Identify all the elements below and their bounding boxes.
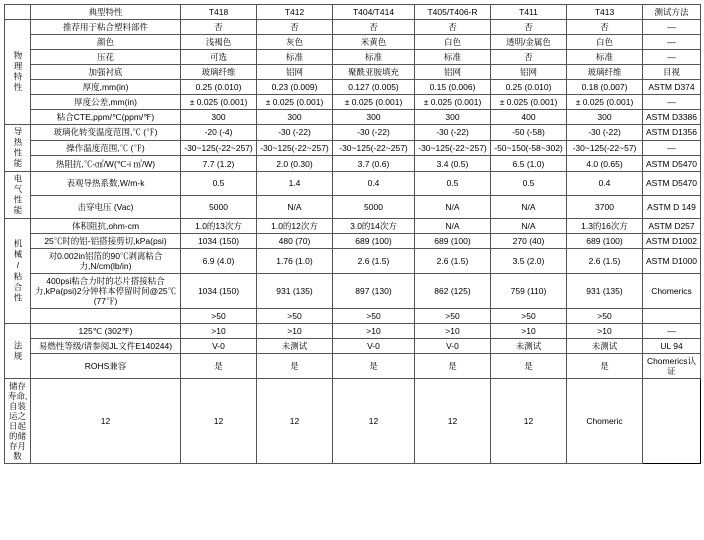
- cell-value: ± 0.025 (0.001): [257, 95, 333, 110]
- test-method: ASTM D3386: [643, 110, 701, 125]
- table-row: [5, 35, 701, 50]
- property-label: ROHS兼容: [31, 354, 181, 379]
- column-header: T412: [257, 5, 333, 20]
- cell-value: >10: [181, 324, 257, 339]
- column-header: T418: [181, 5, 257, 20]
- table-row: [5, 249, 701, 274]
- cell-value: 否: [491, 50, 567, 65]
- table-row: [5, 80, 701, 95]
- cell-value: 862 (125): [415, 274, 491, 309]
- property-label: 储存寿命,自装运之日起的储存月数: [5, 379, 31, 464]
- cell-value: 是: [333, 354, 415, 379]
- cell-value: 透明/金属色: [491, 35, 567, 50]
- cell-value: 玻璃纤维: [181, 65, 257, 80]
- cell-value: 否: [567, 20, 643, 35]
- cell-value: 6.9 (4.0): [181, 249, 257, 274]
- cell-value: 7.7 (1.2): [181, 156, 257, 172]
- cell-value: 白色: [415, 35, 491, 50]
- table-row: [5, 156, 701, 172]
- cell-value: ± 0.025 (0.001): [181, 95, 257, 110]
- property-label: 加强衬底: [31, 65, 181, 80]
- cell-value: ± 0.025 (0.001): [333, 95, 415, 110]
- cell-value: 白色: [567, 35, 643, 50]
- cell-value: 1.76 (1.0): [257, 249, 333, 274]
- row-group-label-text: 机械/粘合性: [12, 238, 23, 304]
- test-method: UL 94: [643, 339, 701, 354]
- cell-value: 3.4 (0.5): [415, 156, 491, 172]
- cell-value: 是: [181, 354, 257, 379]
- cell-value: 300: [257, 110, 333, 125]
- cell-value: ± 0.025 (0.001): [415, 95, 491, 110]
- cell-value: -30 (-22): [257, 125, 333, 141]
- test-method: —: [643, 50, 701, 65]
- cell-value: >10: [257, 324, 333, 339]
- column-header: T405/T406-R: [415, 5, 491, 20]
- cell-value: 12: [415, 379, 491, 464]
- table-row: [5, 110, 701, 125]
- cell-value: V-0: [415, 339, 491, 354]
- property-label: 400psi粘合力时的芯片搭接粘合力,kPa(psi)2分钟样本停留时间@25℃ (77℉): [31, 274, 181, 309]
- cell-value: ± 0.025 (0.001): [491, 95, 567, 110]
- cell-value: 1034 (150): [181, 274, 257, 309]
- cell-value: N/A: [415, 219, 491, 234]
- table-row: [5, 195, 701, 219]
- cell-value: 759 (110): [491, 274, 567, 309]
- cell-value: >50: [567, 309, 643, 324]
- table-row: [5, 219, 701, 234]
- cell-value: 0.23 (0.009): [257, 80, 333, 95]
- cell-value: 0.127 (0.005): [333, 80, 415, 95]
- test-method: ASTM D5470: [643, 172, 701, 196]
- cell-value: 270 (40): [491, 234, 567, 249]
- column-header: T411: [491, 5, 567, 20]
- row-group-label: [5, 172, 31, 219]
- cell-value: 4.0 (0.65): [567, 156, 643, 172]
- cell-value: -30~125(-22~257): [415, 140, 491, 156]
- property-label: 颜色: [31, 35, 181, 50]
- cell-value: >50: [333, 309, 415, 324]
- row-group-label-text: 电气性能: [12, 174, 23, 217]
- cell-value: N/A: [491, 195, 567, 219]
- cell-value: 3700: [567, 195, 643, 219]
- column-header: 测试方法: [643, 5, 701, 20]
- cell-value: 300: [415, 110, 491, 125]
- table-row: [5, 309, 701, 324]
- cell-value: 是: [415, 354, 491, 379]
- table-row: [5, 65, 701, 80]
- cell-value: 300: [567, 110, 643, 125]
- row-group-label-text: 法规: [12, 340, 23, 362]
- cell-value: 400: [491, 110, 567, 125]
- test-method: ASTM D1002: [643, 234, 701, 249]
- cell-value: 标准: [567, 50, 643, 65]
- cell-value: 米黄色: [333, 35, 415, 50]
- cell-value: 否: [415, 20, 491, 35]
- column-header: T404/T414: [333, 5, 415, 20]
- cell-value: 否: [333, 20, 415, 35]
- property-label: 热阻抗,℃-㎠/W(℃-i ㎡/W): [31, 156, 181, 172]
- test-method: ASTM D 149: [643, 195, 701, 219]
- cell-value: 1.0的13次方: [181, 219, 257, 234]
- cell-value: 6.5 (1.0): [491, 156, 567, 172]
- cell-value: 0.5: [415, 172, 491, 196]
- cell-value: -30~125(-22~57): [567, 140, 643, 156]
- header-group-col: [5, 5, 31, 20]
- table-row: [5, 172, 701, 196]
- cell-value: 12: [181, 379, 257, 464]
- cell-value: 931 (135): [257, 274, 333, 309]
- test-method: ASTM D1000: [643, 249, 701, 274]
- column-header: T413: [567, 5, 643, 20]
- row-group-label: [5, 219, 31, 324]
- property-label: 厚度公差,mm(in): [31, 95, 181, 110]
- spec-table: [4, 4, 701, 464]
- cell-value: 931 (135): [567, 274, 643, 309]
- property-label: 推荐用于粘合塑料部件: [31, 20, 181, 35]
- cell-value: -30~125(-22~257): [257, 140, 333, 156]
- cell-value: 689 (100): [567, 234, 643, 249]
- cell-value: -30 (-22): [567, 125, 643, 141]
- property-label: 体积阻抗,ohm-cm: [31, 219, 181, 234]
- cell-value: 否: [181, 20, 257, 35]
- cell-value: 2.6 (1.5): [333, 249, 415, 274]
- table-row: [5, 379, 701, 464]
- cell-value: V-0: [333, 339, 415, 354]
- cell-value: 12: [257, 379, 333, 464]
- test-method: —: [643, 95, 701, 110]
- property-label: [31, 309, 181, 324]
- cell-value: 689 (100): [333, 234, 415, 249]
- column-header: 典型特性: [31, 5, 181, 20]
- cell-value: 1.4: [257, 172, 333, 196]
- cell-value: 未测试: [491, 339, 567, 354]
- test-method: Chomeric: [567, 379, 643, 464]
- row-group-label: [5, 20, 31, 125]
- cell-value: 是: [491, 354, 567, 379]
- cell-value: >10: [491, 324, 567, 339]
- test-method: ASTM D257: [643, 219, 701, 234]
- cell-value: 是: [257, 354, 333, 379]
- cell-value: 0.5: [181, 172, 257, 196]
- test-method: —: [643, 324, 701, 339]
- row-group-label: [5, 324, 31, 379]
- table-row: [5, 339, 701, 354]
- test-method: ASTM D1356: [643, 125, 701, 141]
- test-method: —: [643, 20, 701, 35]
- cell-value: 玻璃纤维: [567, 65, 643, 80]
- table-row: [5, 234, 701, 249]
- property-label: 25℃时的铝-铝搭接剪切,kPa(psi): [31, 234, 181, 249]
- cell-value: 3.5 (2.0): [491, 249, 567, 274]
- property-label: 厚度,mm(in): [31, 80, 181, 95]
- cell-value: 12: [333, 379, 415, 464]
- cell-value: 否: [491, 20, 567, 35]
- cell-value: 5000: [333, 195, 415, 219]
- cell-value: 3.7 (0.6): [333, 156, 415, 172]
- table-row: [5, 324, 701, 339]
- table-row: [5, 354, 701, 379]
- cell-value: 0.18 (0.007): [567, 80, 643, 95]
- property-label: 表观导热系数,W/m-k: [31, 172, 181, 196]
- cell-value: 300: [181, 110, 257, 125]
- property-label: 易燃性等级/请参阅JL文件E140244): [31, 339, 181, 354]
- cell-value: 12: [31, 379, 181, 464]
- property-label: 玻璃化转变温度范围,℃ (℉): [31, 125, 181, 141]
- cell-value: 标准: [333, 50, 415, 65]
- test-method: ASTM D5470: [643, 156, 701, 172]
- cell-value: >50: [415, 309, 491, 324]
- cell-value: 689 (100): [415, 234, 491, 249]
- cell-value: N/A: [415, 195, 491, 219]
- cell-value: 0.15 (0.006): [415, 80, 491, 95]
- row-group-label-text: 物理特性: [12, 51, 23, 94]
- test-method: 目视: [643, 65, 701, 80]
- cell-value: 0.25 (0.010): [491, 80, 567, 95]
- cell-value: 480 (70): [257, 234, 333, 249]
- cell-value: 897 (130): [333, 274, 415, 309]
- property-label: 压花: [31, 50, 181, 65]
- cell-value: 2.0 (0.30): [257, 156, 333, 172]
- cell-value: 2.6 (1.5): [567, 249, 643, 274]
- property-label: 对0.002in铝箔的90℃剥离粘合力,N/cm(lb/in): [31, 249, 181, 274]
- cell-value: 否: [257, 20, 333, 35]
- cell-value: 0.4: [567, 172, 643, 196]
- cell-value: -30~125(-22~257): [333, 140, 415, 156]
- cell-value: 3.0的14次方: [333, 219, 415, 234]
- cell-value: 未测试: [257, 339, 333, 354]
- test-method: —: [643, 35, 701, 50]
- table-row: [5, 274, 701, 309]
- cell-value: 标准: [257, 50, 333, 65]
- cell-value: 聚酰亚胺填充: [333, 65, 415, 80]
- cell-value: 灰色: [257, 35, 333, 50]
- cell-value: N/A: [257, 195, 333, 219]
- cell-value: 2.6 (1.5): [415, 249, 491, 274]
- cell-value: >10: [415, 324, 491, 339]
- cell-value: 标准: [415, 50, 491, 65]
- cell-value: V-0: [181, 339, 257, 354]
- cell-value: 1.3的16次方: [567, 219, 643, 234]
- cell-value: 0.5: [491, 172, 567, 196]
- test-method: ASTM D374: [643, 80, 701, 95]
- row-group-label-text: 导热性能: [12, 127, 23, 170]
- cell-value: 12: [491, 379, 567, 464]
- test-method: [643, 309, 701, 324]
- cell-value: >10: [567, 324, 643, 339]
- cell-value: >50: [257, 309, 333, 324]
- table-row: [5, 50, 701, 65]
- cell-value: 0.4: [333, 172, 415, 196]
- test-method: Chomerics: [643, 274, 701, 309]
- cell-value: 0.25 (0.010): [181, 80, 257, 95]
- cell-value: 是: [567, 354, 643, 379]
- cell-value: >10: [333, 324, 415, 339]
- table-row: [5, 95, 701, 110]
- property-label: 125℃ (302℉): [31, 324, 181, 339]
- cell-value: -20 (-4): [181, 125, 257, 141]
- test-method: —: [643, 140, 701, 156]
- cell-value: -50~150(-58~302): [491, 140, 567, 156]
- test-method: Chomerics认证: [643, 354, 701, 379]
- table-row: [5, 20, 701, 35]
- cell-value: 1.0的12次方: [257, 219, 333, 234]
- cell-value: 浅褐色: [181, 35, 257, 50]
- cell-value: 铝网: [491, 65, 567, 80]
- property-label: 操作温度范围,℃ (℉): [31, 140, 181, 156]
- cell-value: ± 0.025 (0.001): [567, 95, 643, 110]
- cell-value: 铝网: [415, 65, 491, 80]
- cell-value: 铝网: [257, 65, 333, 80]
- cell-value: 300: [333, 110, 415, 125]
- property-label: 粘合CTE,ppm/℃(ppm/℉): [31, 110, 181, 125]
- cell-value: -30~125(-22~257): [181, 140, 257, 156]
- cell-value: -50 (-58): [491, 125, 567, 141]
- cell-value: 5000: [181, 195, 257, 219]
- cell-value: 1034 (150): [181, 234, 257, 249]
- row-group-label: [5, 125, 31, 172]
- cell-value: 可选: [181, 50, 257, 65]
- cell-value: >50: [181, 309, 257, 324]
- cell-value: N/A: [491, 219, 567, 234]
- cell-value: -30 (-22): [333, 125, 415, 141]
- cell-value: -30 (-22): [415, 125, 491, 141]
- cell-value: >50: [491, 309, 567, 324]
- table-row: [5, 125, 701, 141]
- cell-value: 未测试: [567, 339, 643, 354]
- property-label: 击穿电压 (Vac): [31, 195, 181, 219]
- table-row: [5, 140, 701, 156]
- table-header-row: [5, 5, 701, 20]
